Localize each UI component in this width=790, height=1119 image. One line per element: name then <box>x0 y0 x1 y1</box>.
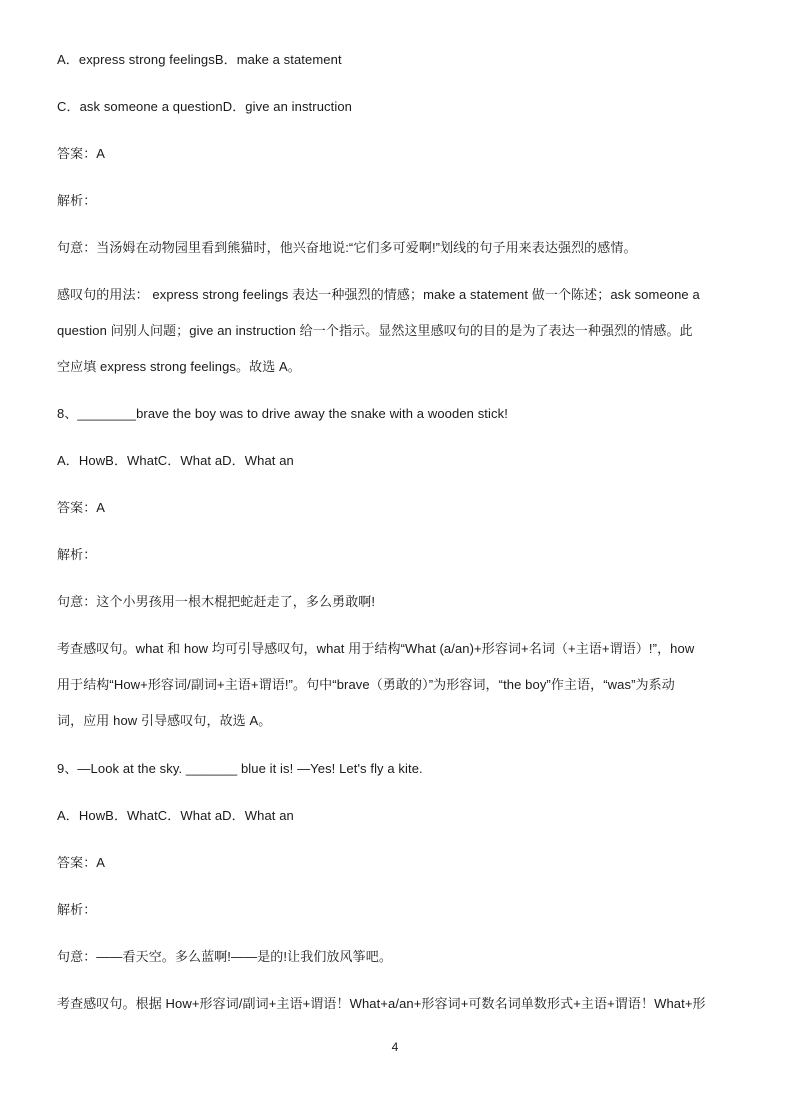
explanation-line: 词，应用 how 引导感叹句，故选 A。 <box>57 713 272 728</box>
analysis-label: 解析： <box>57 193 97 208</box>
question-8: 8、________brave the boy was to drive away the snake with a wooden stick! <box>57 406 508 421</box>
analysis-label: 解析： <box>57 902 97 917</box>
explanation-line: 用于结构“How+形容词/副词+主语+谓语!”。句中“brave（勇敢的）”为形容词，“the boy”作主语，“was”为系动 <box>57 677 675 692</box>
answer-line: 答案：A <box>57 146 106 161</box>
sentence-meaning: 句意：当汤姆在动物园里看到熊猫时，他兴奋地说:“它们多可爱啊!”划线的句子用来表达强烈的感情。 <box>57 240 637 255</box>
option-line-ab: A．express strong feelingsB．make a statement <box>57 52 342 67</box>
answer-line: 答案：A <box>57 500 106 515</box>
explanation-line: 感叹句的用法： express strong feelings 表达一种强烈的情感；make a statement 做一个陈述；ask someone a <box>57 287 700 302</box>
sentence-meaning: 句意：这个小男孩用一根木棍把蛇赶走了，多么勇敢啊! <box>57 594 376 609</box>
analysis-label: 解析： <box>57 547 97 562</box>
question-9-options: A．HowB．WhatC．What aD．What an <box>57 808 294 823</box>
explanation-line: 空应填 express strong feelings。故选 A。 <box>57 359 301 374</box>
question-9: 9、—Look at the sky. _______ blue it is! —Yes! Let's fly a kite. <box>57 761 423 776</box>
answer-line: 答案：A <box>57 855 106 870</box>
page-number: 4 <box>391 1040 399 1054</box>
question-8-options: A．HowB．WhatC．What aD．What an <box>57 453 294 468</box>
sentence-meaning: 句意：——看天空。多么蓝啊!——是的!让我们放风筝吧。 <box>57 949 392 964</box>
explanation-line: 考查感叹句。根据 How+形容词/副词+主语+谓语！What+a/an+形容词+可数名词单数形式+主语+谓语！What+形 <box>57 996 706 1011</box>
explanation-line: 考查感叹句。what 和 how 均可引导感叹句，what 用于结构“What (a/an)+形容词+名词（+主语+谓语）!”，how <box>57 641 695 656</box>
explanation-line: question 问别人问题；give an instruction 给一个指示。显然这里感叹句的目的是为了表达一种强烈的情感。此 <box>57 323 693 338</box>
option-line-cd: C．ask someone a questionD．give an instruction <box>57 99 352 114</box>
